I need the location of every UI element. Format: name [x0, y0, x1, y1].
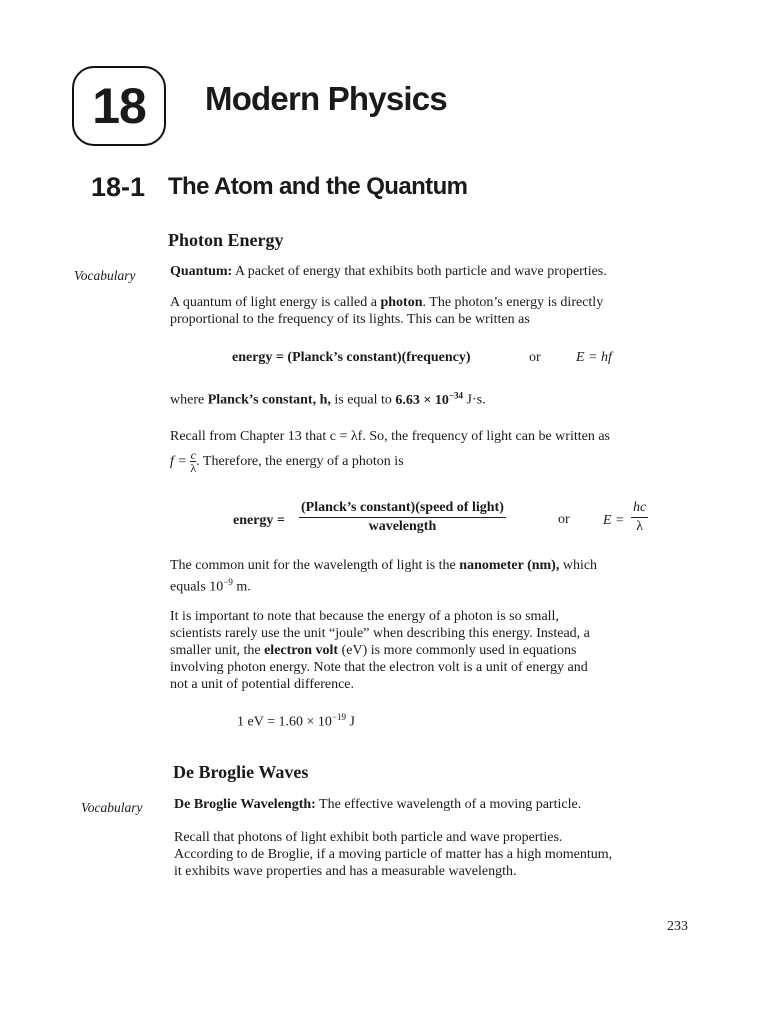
energy-word-equation: energy = (Planck’s constant)(frequency) — [232, 350, 471, 365]
p5-line3-a: smaller unit, the — [170, 643, 265, 658]
p1-line2: proportional to the frequency of its lights. This can be written as — [170, 312, 530, 327]
de-broglie-term: De Broglie Wavelength: — [174, 797, 316, 812]
planck-unit: J·s. — [463, 392, 486, 408]
hc-symbol: hc — [631, 500, 648, 518]
photon-energy-heading: Photon Energy — [168, 230, 284, 250]
photon-term: photon — [380, 295, 423, 310]
p5-line3-b: (eV) is more commonly used in equations — [338, 643, 577, 658]
quantum-def-text: A packet of energy that exhibits both particle and wave properties. — [234, 264, 607, 279]
db-line2: According to de Broglie, if a moving particle of matter has a high momentum, — [174, 847, 613, 862]
hc-over-lambda — [631, 500, 648, 535]
section-title: The Atom and the Quantum — [168, 173, 468, 200]
chapter-number-badge — [72, 66, 166, 146]
or-word-1: or — [529, 350, 541, 365]
fraction-numerator: (Planck’s constant)(speed of light) — [299, 500, 506, 518]
nanometer-paragraph — [170, 557, 597, 596]
chapter-number: 18 — [92, 78, 146, 134]
planck-constant-line — [170, 387, 486, 409]
p5-line5: not a unit of potential difference. — [170, 677, 355, 692]
section-number: 18-1 — [91, 172, 146, 202]
f-equals: f = — [170, 454, 187, 470]
p3-rest: . Therefore, the energy of a photon is — [196, 454, 404, 470]
p4-line2-b: m. — [232, 579, 251, 595]
p4-text-a: The common unit for the wavelength of light is the — [170, 558, 460, 573]
ev-exponent: −19 — [331, 712, 346, 722]
p1-text-a: A quantum of light energy is called a — [170, 295, 381, 310]
p4-text-b: which — [559, 558, 598, 573]
nanometer-term: nanometer (nm), — [459, 558, 560, 573]
lambda-denominator: λ — [636, 519, 643, 534]
energy-symbol-equation: E = hf — [576, 350, 612, 365]
c-symbol: c — [190, 448, 196, 462]
energy-label-eq2: energy = — [233, 513, 285, 528]
nm-exponent: −9 — [223, 577, 233, 587]
photon-paragraph — [170, 294, 690, 328]
page-number: 233 — [667, 919, 688, 934]
p5-line1: It is important to note that because the energy of a photon is so small, — [170, 609, 559, 624]
db-line1: Recall that photons of light exhibit both particle and wave properties. — [174, 830, 563, 845]
ev-eq-b: J — [345, 714, 355, 730]
energy-fraction — [299, 500, 506, 535]
p5-line4: involving photon energy. Note that the electron volt is a unit of energy and — [170, 660, 588, 675]
lambda-symbol: λ — [190, 461, 197, 475]
de-broglie-heading: De Broglie Waves — [173, 762, 309, 782]
de-broglie-paragraph — [174, 829, 612, 880]
ev-eq-a: 1 eV = 1.60 × 10 — [237, 714, 332, 730]
p2-text-a: where — [170, 392, 208, 408]
p4-line2-a: equals 10 — [170, 579, 224, 595]
de-broglie-def-text: The effective wavelength of a moving particle. — [315, 797, 582, 812]
vocabulary-label-2: Vocabulary — [81, 800, 143, 815]
chapter-title: Modern Physics — [205, 80, 447, 117]
quantum-term: Quantum: — [170, 264, 233, 279]
planck-exponent: −34 — [448, 390, 464, 400]
de-broglie-definition — [174, 796, 581, 813]
p5-line2: scientists rarely use the unit “joule” when describing this energy. Instead, a — [170, 626, 590, 641]
electron-volt-paragraph — [170, 608, 590, 693]
quantum-definition — [170, 263, 607, 280]
electron-volt-equation — [237, 712, 355, 731]
frequency-formula-line — [170, 450, 404, 474]
vocabulary-label: Vocabulary — [74, 268, 136, 283]
electron-volt-term: electron volt — [264, 643, 339, 658]
E-equals: E = — [603, 513, 625, 528]
frequency-recall-line: Recall from Chapter 13 that c = λf. So, the frequency of light can be written as — [170, 429, 610, 444]
p2-text-b: is equal to — [330, 392, 396, 408]
fraction-denominator: wavelength — [368, 519, 437, 534]
p1-text-b: . The photon’s energy is directly — [422, 295, 604, 310]
or-word-2: or — [558, 512, 570, 527]
planck-term: Planck’s constant, h, — [207, 392, 331, 408]
planck-value: 6.63 × 10 — [395, 392, 449, 408]
db-line3: it exhibits wave properties and has a measurable wavelength. — [174, 864, 517, 879]
